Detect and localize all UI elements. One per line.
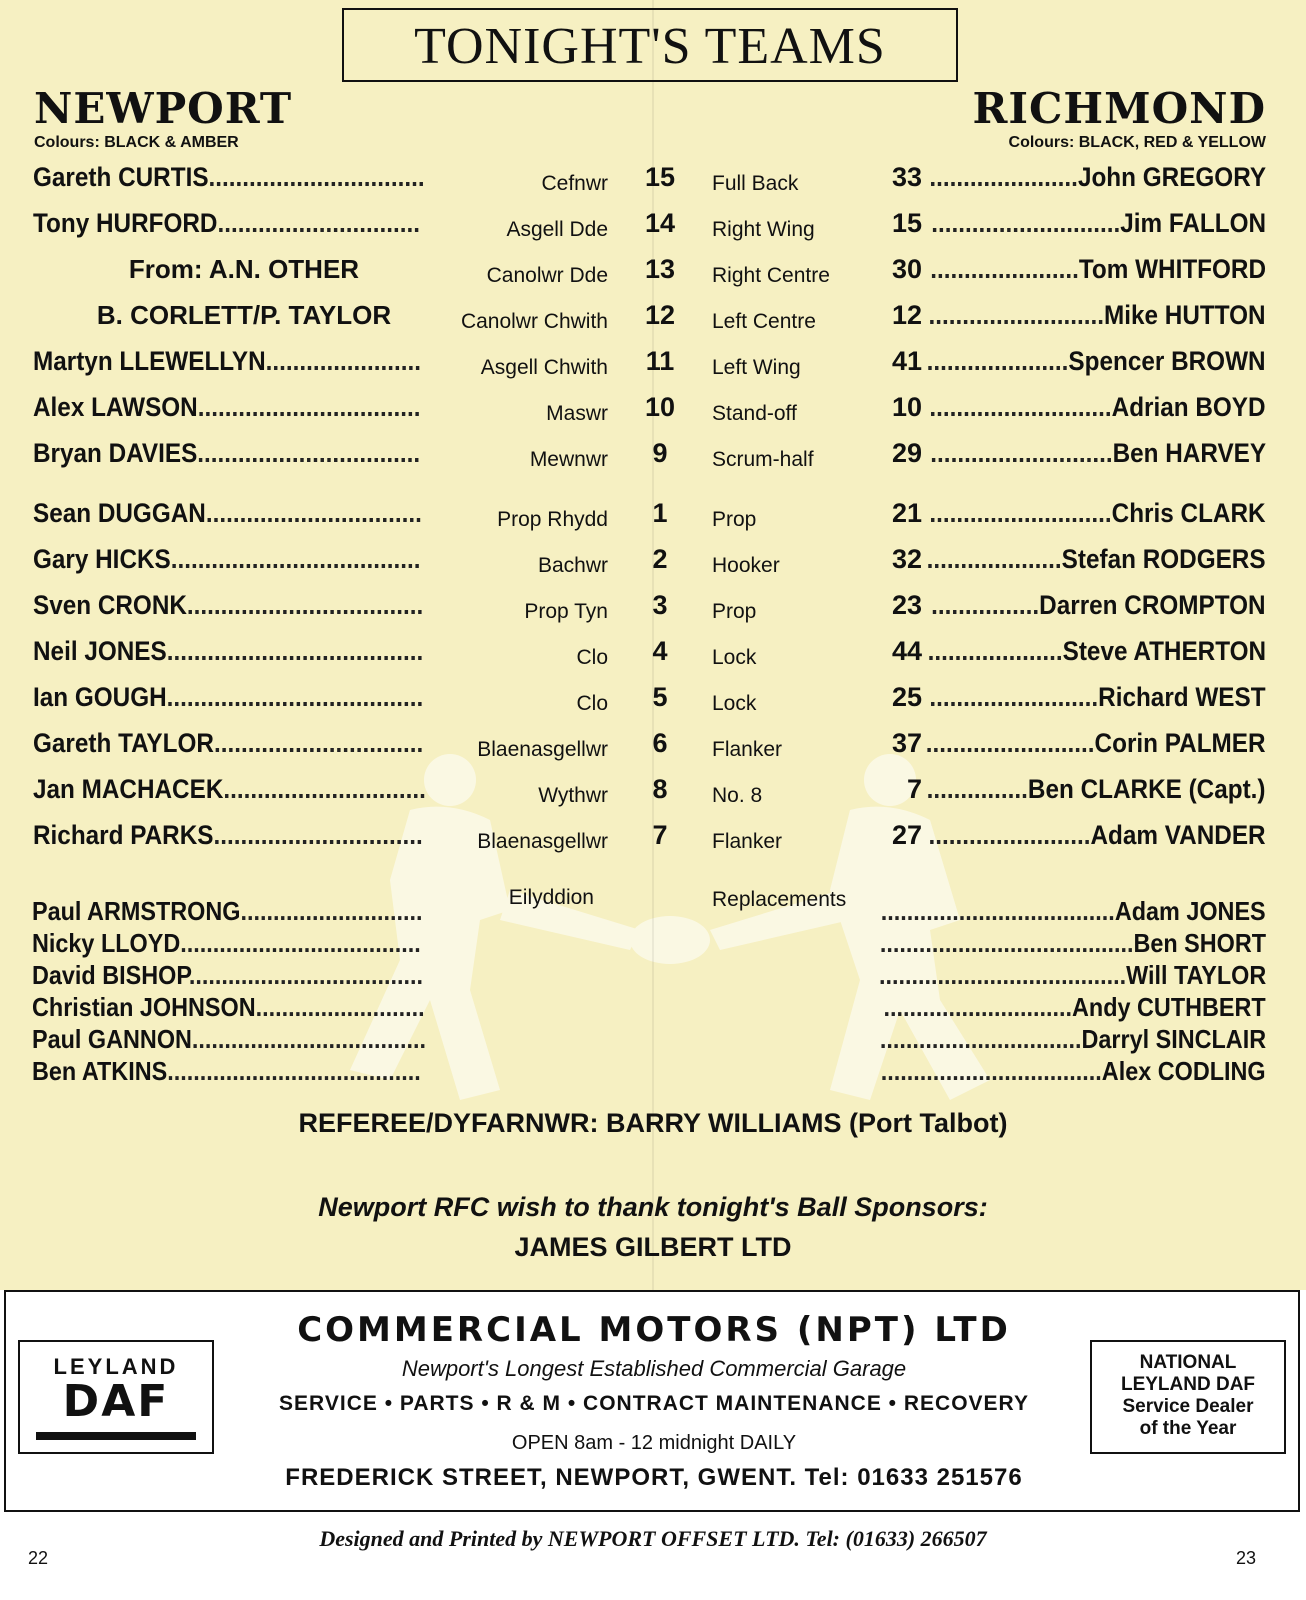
dot-leader: ............................	[240, 896, 423, 926]
home-shirt-number: 15	[644, 162, 676, 192]
dot-leader: ..............................	[217, 208, 421, 238]
ad-subtitle: Newport's Longest Established Commercial Garage	[401, 1356, 907, 1381]
position-english: Right Centre	[712, 264, 830, 287]
dot-leader: ....................	[927, 544, 1063, 574]
away-team-name: RICHMOND	[972, 84, 1266, 133]
page-number-left: 22	[28, 1548, 49, 1568]
home-player-name: Sean DUGGAN................................	[33, 498, 422, 528]
home-player-name: Sven CRONK...................................	[33, 590, 424, 620]
dot-leader: .......................................	[879, 928, 1134, 958]
dot-leader: ...............................	[213, 820, 423, 850]
home-replacement-name: Ben ATKINS.......................................	[32, 1056, 421, 1086]
away-player-name: ..........................Mike HUTTON	[928, 300, 1266, 330]
ball-sponsor: JAMES GILBERT LTD	[514, 1232, 792, 1262]
ad-services: SERVICE • PARTS • R & M • CONTRACT MAINTENANCE • RECOVERY	[279, 1392, 1029, 1415]
away-player-name: ............................Jim FALLON	[931, 208, 1266, 238]
home-player-name: From: A.N. OTHER	[128, 254, 360, 284]
advertisement	[4, 1290, 1300, 1512]
away-player-name: ................Darren CROMPTON	[931, 590, 1266, 620]
player-row	[0, 682, 1306, 726]
player-row	[0, 590, 1306, 634]
position-welsh: Cefnwr	[541, 172, 608, 195]
dot-leader: ......................	[929, 162, 1078, 192]
away-player-name: .....................Spencer BROWN	[927, 346, 1266, 376]
home-shirt-number: 8	[652, 774, 668, 804]
position-welsh: Bachwr	[537, 554, 608, 577]
home-player-name: Gareth CURTIS................................	[33, 162, 425, 192]
position-english: Prop	[712, 508, 757, 531]
home-player-name: Martyn LLEWELLYN.......................	[33, 346, 421, 376]
home-shirt-number: 6	[652, 728, 668, 758]
position-english: Left Centre	[712, 310, 816, 333]
player-row	[0, 544, 1306, 588]
home-shirt-number: 12	[644, 300, 676, 330]
position-english: Flanker	[712, 830, 783, 853]
away-replacement-name: ......................................Will TAYLOR	[878, 960, 1266, 990]
away-player-name: .........................Richard WEST	[929, 682, 1266, 712]
position-english: Scrum-half	[712, 448, 814, 471]
sponsor-thanks: Newport RFC wish to thank tonight's Ball Sponsors:	[318, 1192, 988, 1222]
dot-leader: ..............................	[223, 774, 426, 804]
position-welsh: Canolwr Chwith	[460, 310, 608, 333]
position-english: Hooker	[712, 554, 780, 577]
dot-leader: ................................	[208, 162, 425, 192]
dot-leader: .......................................	[167, 1056, 421, 1086]
home-shirt-number: 1	[652, 498, 668, 528]
player-row	[0, 346, 1306, 390]
dot-leader: .........................	[926, 728, 1095, 758]
home-shirt-number: 10	[644, 392, 676, 422]
position-welsh: Prop Rhydd	[497, 508, 608, 531]
player-row	[0, 254, 1306, 298]
page-number-right: 23	[1235, 1548, 1256, 1568]
away-replacement-name: ..................................Alex CODLING	[881, 1056, 1266, 1086]
dot-leader: .................................	[197, 392, 421, 422]
dot-leader: ..................................	[881, 1056, 1103, 1086]
dot-leader: ...............................	[213, 728, 424, 758]
dot-leader: ............................	[931, 208, 1121, 238]
away-player-name: ......................Tom WHITFORD	[930, 254, 1266, 284]
dot-leader: ........................	[928, 820, 1091, 850]
player-row	[0, 820, 1306, 864]
position-english: Stand-off	[712, 402, 797, 425]
home-team-name: NEWPORT	[34, 84, 293, 133]
replacements-english-label: Replacements	[712, 888, 847, 911]
away-shirt-number: 10	[891, 392, 922, 422]
award-line: LEYLAND DAF	[1120, 1374, 1256, 1395]
away-replacement-name: ....................................Adam JONES	[881, 896, 1266, 926]
player-row	[0, 392, 1306, 436]
away-replacement-name: ...............................Darryl SINCLAIR	[879, 1024, 1266, 1054]
position-welsh: Clo	[576, 692, 608, 715]
position-welsh: Canolwr Dde	[486, 264, 608, 287]
player-row	[0, 728, 1306, 772]
position-welsh: Blaenasgellwr	[477, 738, 608, 761]
home-shirt-number: 2	[652, 544, 668, 574]
home-shirt-number: 5	[652, 682, 668, 712]
dot-leader: ...............	[927, 774, 1029, 804]
printer-credit: Designed and Printed by NEWPORT OFFSET LTD. Tel: (01633) 266507	[319, 1526, 987, 1551]
dot-leader: ................	[931, 590, 1040, 620]
away-shirt-number: 33	[891, 162, 922, 192]
home-shirt-number: 13	[644, 254, 676, 284]
position-welsh: Mewnwr	[529, 448, 608, 471]
away-shirt-number: 23	[891, 590, 922, 620]
away-player-name: ....................Steve ATHERTON	[927, 636, 1266, 666]
away-shirt-number: 37	[891, 728, 922, 758]
position-welsh: Prop Tyn	[524, 600, 608, 623]
away-shirt-number: 15	[891, 208, 922, 238]
position-welsh: Asgell Dde	[506, 218, 608, 241]
home-player-name: Alex LAWSON.................................	[33, 392, 421, 422]
home-player-name: Ian GOUGH......................................	[33, 682, 424, 712]
away-shirt-number: 30	[891, 254, 922, 284]
away-colours: Colours: BLACK, RED & YELLOW	[1008, 134, 1266, 151]
away-player-name: ....................Stefan RODGERS	[927, 544, 1266, 574]
position-welsh: Blaenasgellwr	[477, 830, 608, 853]
home-shirt-number: 11	[645, 346, 675, 376]
position-english: Prop	[712, 600, 757, 623]
position-english: Right Wing	[712, 218, 815, 241]
away-shirt-number: 44	[891, 636, 922, 666]
dot-leader: .....................................	[180, 928, 421, 958]
home-player-name: Neil JONES......................................	[33, 636, 424, 666]
award-line: NATIONAL	[1139, 1352, 1237, 1373]
away-shirt-number: 12	[891, 300, 922, 330]
home-player-name: Bryan DAVIES.................................	[33, 438, 421, 468]
dot-leader: ....................................	[881, 896, 1116, 926]
home-player-name: Gary HICKS.....................................	[33, 544, 421, 574]
away-shirt-number: 25	[891, 682, 922, 712]
position-english: Flanker	[712, 738, 783, 761]
dot-leader: ...........................	[929, 498, 1113, 528]
home-shirt-number: 14	[644, 208, 676, 238]
home-player-name: Richard PARKS...............................	[33, 820, 423, 850]
dot-leader: .....................................	[170, 544, 421, 574]
dot-leader: ...........................	[929, 392, 1113, 422]
ad-title: COMMERCIAL MOTORS (NPT) LTD	[297, 1310, 1011, 1350]
away-shirt-number: 32	[891, 544, 922, 574]
home-shirt-number: 7	[652, 820, 668, 850]
away-player-name: ...........................Adrian BOYD	[929, 392, 1266, 422]
dot-leader: ......................	[930, 254, 1079, 284]
away-player-name: ......................John GREGORY	[929, 162, 1266, 192]
dot-leader: .........................	[929, 682, 1099, 712]
home-replacement-name: Paul GANNON....................................	[32, 1024, 426, 1054]
home-player-name: Jan MACHACEK..............................	[33, 774, 426, 804]
away-shirt-number: 29	[891, 438, 922, 468]
dot-leader: ..........................	[928, 300, 1105, 330]
position-english: No. 8	[712, 784, 763, 807]
away-player-name: ...........................Ben HARVEY	[930, 438, 1266, 468]
away-replacement-name: .......................................Ben SHORT	[879, 928, 1266, 958]
home-colours: Colours: BLACK & AMBER	[34, 134, 239, 151]
player-row	[0, 498, 1306, 542]
logo-top-text: LEYLAND	[53, 1354, 179, 1379]
home-replacement-name: David BISHOP....................................	[32, 960, 423, 990]
away-shirt-number: 21	[891, 498, 922, 528]
position-welsh: Maswr	[546, 402, 608, 425]
position-welsh: Wythwr	[538, 784, 608, 807]
away-player-name: .........................Corin PALMER	[926, 728, 1266, 758]
player-row	[0, 162, 1306, 206]
logo-main-text: DAF	[62, 1376, 170, 1427]
dot-leader: ...................................	[186, 590, 424, 620]
away-player-name: ........................Adam VANDER	[928, 820, 1266, 850]
home-player-name: Gareth TAYLOR...............................	[33, 728, 424, 758]
away-shirt-number: 41	[891, 346, 922, 376]
player-row	[0, 774, 1306, 818]
away-player-name: ...............Ben CLARKE (Capt.)	[927, 774, 1266, 804]
dot-leader: ......................................	[166, 682, 424, 712]
away-player-name: ...........................Chris CLARK	[929, 498, 1266, 528]
home-shirt-number: 4	[652, 636, 668, 666]
dot-leader: ....................	[927, 636, 1063, 666]
home-replacement-name: Paul ARMSTRONG............................	[32, 896, 423, 926]
home-shirt-number: 9	[652, 438, 668, 468]
replacements-welsh-label: Eilyddion	[508, 886, 594, 909]
home-replacement-name: Nicky LLOYD.....................................	[32, 928, 421, 958]
dot-leader: ....................................	[191, 1024, 426, 1054]
position-english: Full Back	[712, 172, 799, 195]
page-title: TONIGHT'S TEAMS	[342, 8, 958, 82]
award-line: Service Dealer	[1122, 1396, 1254, 1417]
dot-leader: ................................	[205, 498, 422, 528]
award-box	[1090, 1340, 1286, 1454]
dot-leader: .......................	[265, 346, 421, 376]
dot-leader: .............................	[883, 992, 1073, 1022]
dot-leader: ....................................	[188, 960, 423, 990]
player-row	[0, 438, 1306, 482]
player-row	[0, 208, 1306, 252]
home-shirt-number: 3	[652, 590, 668, 620]
home-player-name: Tony HURFORD..............................	[33, 208, 421, 238]
position-welsh: Asgell Chwith	[480, 356, 608, 379]
ad-address: FREDERICK STREET, NEWPORT, GWENT. Tel: 01633 251576	[285, 1464, 1023, 1491]
dot-leader: .....................	[927, 346, 1069, 376]
player-row	[0, 300, 1306, 344]
away-shirt-number: 27	[891, 820, 922, 850]
award-line: of the Year	[1139, 1418, 1237, 1439]
position-welsh: Clo	[576, 646, 608, 669]
dot-leader: .................................	[197, 438, 421, 468]
dot-leader: ......................................	[878, 960, 1126, 990]
ad-opening-hours: OPEN 8am - 12 midnight DAILY	[511, 1432, 797, 1454]
position-english: Left Wing	[712, 356, 801, 379]
player-row	[0, 636, 1306, 680]
away-shirt-number: 7	[906, 774, 922, 804]
position-english: Lock	[712, 646, 757, 669]
dot-leader: ...............................	[879, 1024, 1082, 1054]
away-replacement-name: .............................Andy CUTHBERT	[883, 992, 1266, 1022]
dot-leader: ..........................	[255, 992, 425, 1022]
dot-leader: ......................................	[166, 636, 424, 666]
position-english: Lock	[712, 692, 757, 715]
home-player-name: B. CORLETT/P. TAYLOR	[96, 300, 392, 330]
dot-leader: ...........................	[930, 438, 1113, 468]
home-replacement-name: Christian JOHNSON..........................	[32, 992, 425, 1022]
referee-line: REFEREE/DYFARNWR: BARRY WILLIAMS (Port Talbot)	[298, 1108, 1008, 1138]
